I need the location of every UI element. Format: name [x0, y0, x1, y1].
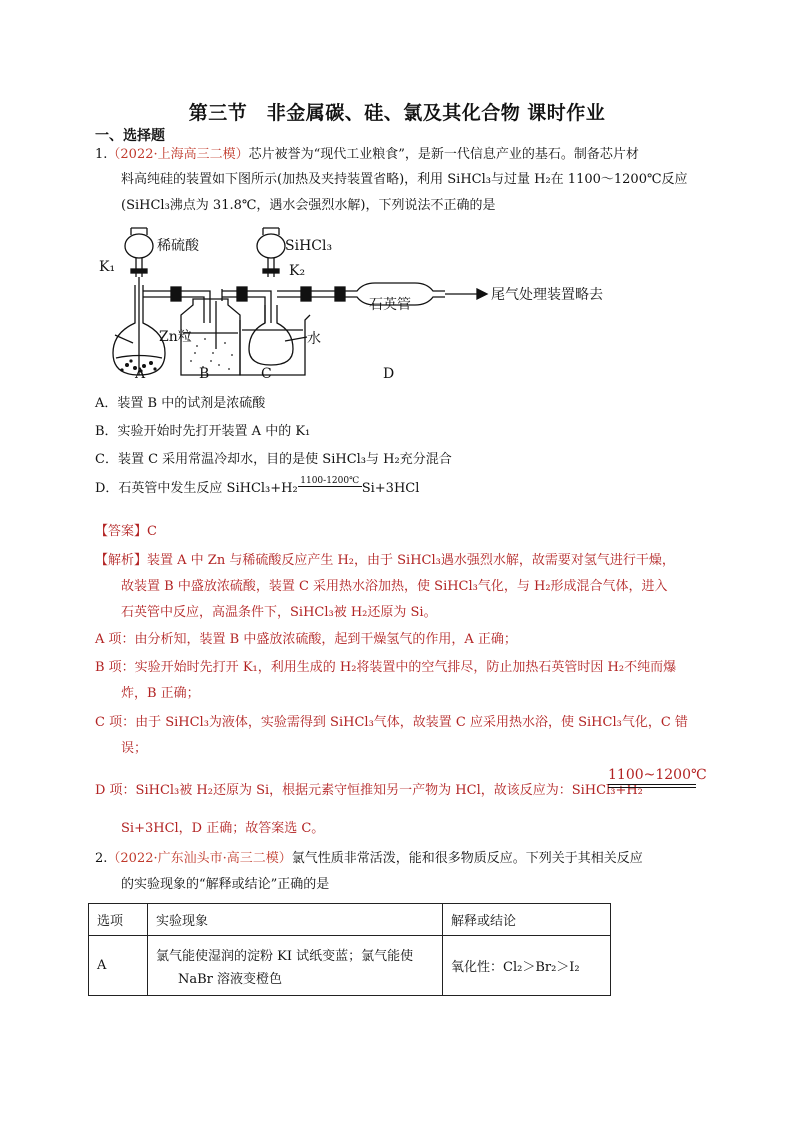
analysis-text-1: 装置 A 中 Zn 与稀硫酸反应产生 H₂，由于 SiHCl₃遇水强烈水解，故需要对氢气进行干燥，: [147, 553, 675, 568]
table-row: [89, 936, 611, 996]
q1-item-b-line-2: 炸，B 正确；: [121, 686, 200, 701]
table-cell-phenomenon: [148, 936, 443, 996]
q1-analysis-line-3: 石英管中反应，高温条件下，SiHCl₃被 H₂还原为 Si。: [121, 605, 437, 620]
label-d: D: [383, 366, 395, 382]
q2-options-table: [88, 903, 611, 996]
bottle-b-liquid: [188, 338, 233, 370]
funnel-c: [257, 228, 285, 277]
label-b: B: [199, 366, 210, 382]
table-header-conclusion: 解释或结论: [443, 904, 611, 936]
q1-stem-line-3: (SiHCl₃沸点为 31.8℃，遇水会强烈水解)，下列说法不正确的是: [121, 198, 496, 213]
k1-label: K₁: [99, 259, 116, 275]
q1-analysis-line-1: [95, 552, 675, 570]
connector-4: [335, 287, 345, 301]
q1-item-c-line-1: C 项：由于 SiHCl₃为液体，实验需得到 SiHCl₃气体，故装置 C 应采用热水浴，使 SiHCl₃气化，C 错: [95, 715, 688, 730]
apparatus-diagram: [95, 225, 655, 385]
q2-stem-line-2: 的实验现象的“解释或结论”正确的是: [121, 877, 330, 892]
q1-item-d-line-2: Si+3HCl，D 正确；故答案选 C。: [121, 821, 325, 836]
table-header-option: 选项: [89, 904, 148, 936]
q1-item-c-line-2: 误；: [121, 741, 148, 756]
q1-option-c: C．装置 C 采用常温冷却水，目的是使 SiHCl₃与 H₂充分混合: [95, 452, 452, 467]
answer-label: 【答案】: [95, 524, 148, 539]
tube-label: 石英管: [369, 297, 411, 313]
table-header-phenomenon: 实验现象: [148, 904, 443, 936]
q1-option-d-products: Si+3HCl: [361, 481, 420, 496]
q1-item-a: A 项：由分析知，装置 B 中盛放浓硫酸，起到干燥氢气的作用，A 正确；: [95, 632, 517, 647]
q1-item-d-line-1: D 项：SiHCl₃被 H₂还原为 Si，根据元素守恒推知另一产物为 HCl，故该反应为：SiHCl₃+H₂: [95, 783, 643, 798]
q2-stem-line-1: [95, 850, 643, 868]
q1-item-b-line-1: B 项：实验开始时先打开 K₁，利用生成的 H₂将装置中的空气排尽，防止加热石英管时因 H₂不纯而爆: [95, 660, 677, 675]
label-a: A: [135, 366, 146, 382]
acid-label: 稀硫酸: [157, 238, 199, 254]
section-heading: 一、选择题: [95, 128, 165, 144]
table-cell-conclusion: 氧化性：Cl₂＞Br₂＞I₂: [443, 936, 611, 996]
label-c: C: [261, 366, 272, 382]
zn-label: Zn粒: [159, 329, 192, 345]
funnel-a: [125, 228, 153, 277]
q1-option-d: [95, 476, 420, 498]
q2-source: （2022·广东汕头市·高三二模）: [107, 851, 292, 866]
connector-1: [171, 287, 181, 301]
table-header-row: [89, 904, 611, 936]
phenomenon-line-2: NaBr 溶液变橙色: [178, 971, 283, 987]
q1-source: （2022·上海高三二模）: [107, 147, 249, 162]
flask-c: [240, 305, 310, 375]
q1-option-a: A．装置 B 中的试剂是浓硫酸: [95, 396, 266, 411]
flask-a: [113, 277, 165, 375]
q2-number: 2.: [95, 851, 108, 866]
k2-label: K₂: [289, 263, 306, 279]
connector-3: [301, 287, 311, 301]
q1-option-d-reactants: D．石英管中发生反应 SiHCl₃+H₂: [95, 481, 298, 496]
connector-2: [237, 287, 247, 301]
sihcl3-label: SiHCl₃: [285, 238, 333, 254]
exhaust-label: 尾气处理装置略去: [491, 287, 603, 303]
q1-stem-line-1: [95, 146, 639, 164]
q1-stem-text-1: 芯片被誉为“现代工业粮食”，是新一代信息产业的基石。制备芯片材: [248, 147, 639, 162]
q1-option-d-condition: 1100-1200℃: [298, 476, 362, 487]
water-label: 水: [307, 331, 321, 347]
q2-stem-text-1: 氯气性质非常活泼，能和很多物质反应。下列关于其相关反应: [291, 851, 643, 866]
q1-option-b: B．实验开始时先打开装置 A 中的 K₁: [95, 424, 311, 439]
q1-answer: [95, 523, 157, 541]
answer-value: C: [147, 524, 157, 539]
table-cell-option: A: [89, 936, 148, 996]
phenomenon-line-1: 氯气能使湿润的淀粉 KI 试纸变蓝；氯气能使: [156, 948, 414, 964]
analysis-label: 【解析】: [95, 553, 148, 568]
q1-item-d-condition: 1100~1200℃: [608, 767, 696, 788]
q1-analysis-line-2: 故装置 B 中盛放浓硫酸，装置 C 采用热水浴加热，使 SiHCl₃气化，与 H₂形成混合气体，进入: [121, 579, 668, 594]
page-title: 第三节 非金属碳、硅、氯及其化合物 课时作业: [188, 102, 606, 124]
q1-stem-line-2: 料高纯硅的装置如下图所示(加热及夹持装置省略)，利用 SiHCl₃与过量 H₂在 1100～1200℃反应: [121, 172, 688, 187]
q1-number: 1.: [95, 147, 108, 162]
